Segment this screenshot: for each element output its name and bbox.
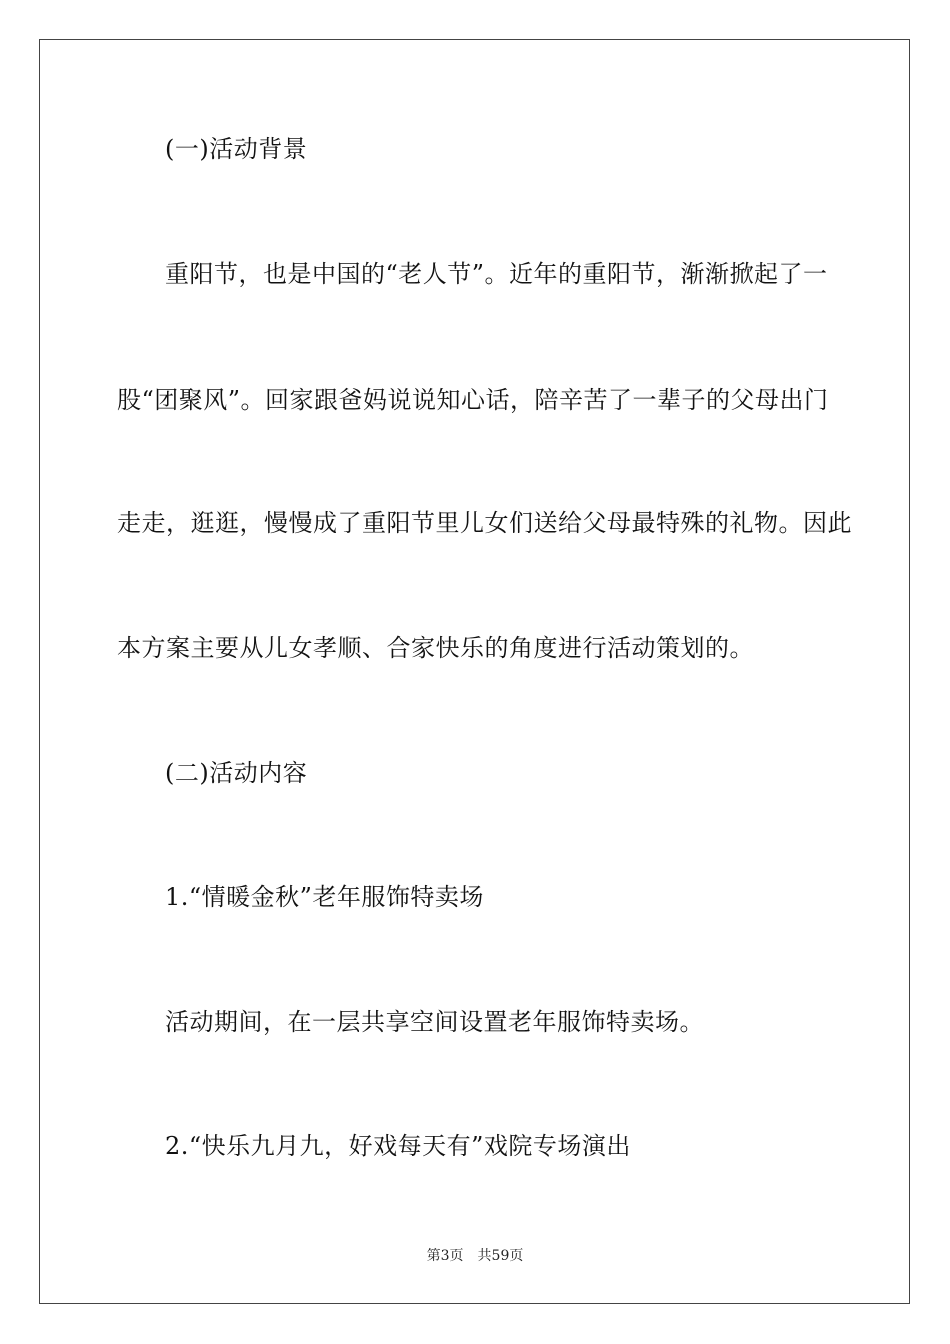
paragraph-line: 股“团聚风”。回家跟爸妈说说知心话，陪辛苦了一辈子的父母出门 (117, 386, 829, 414)
section-heading-content: (二)活动内容 (165, 759, 308, 787)
paragraph-line: 重阳节，也是中国的“老人节”。近年的重阳节，渐渐掀起了一 (165, 260, 828, 288)
item-heading: 1.“情暖金秋”老年服饰特卖场 (165, 883, 484, 911)
page-number: 第3页 (426, 1248, 464, 1264)
paragraph-line: 走走，逛逛，慢慢成了重阳节里儿女们送给父母最特殊的礼物。因此 (117, 509, 852, 537)
item-heading: 2.“快乐九月九，好戏每天有”戏院专场演出 (165, 1132, 631, 1160)
page-footer (0, 1247, 950, 1265)
paragraph-line: 本方案主要从儿女孝顺、合家快乐的角度进行活动策划的。 (117, 634, 754, 662)
paragraph-line: 活动期间，在一层共享空间设置老年服饰特卖场。 (165, 1008, 704, 1036)
section-heading-background: (一)活动背景 (165, 135, 308, 163)
page-total: 共59页 (477, 1248, 524, 1264)
page-border (39, 39, 910, 1304)
